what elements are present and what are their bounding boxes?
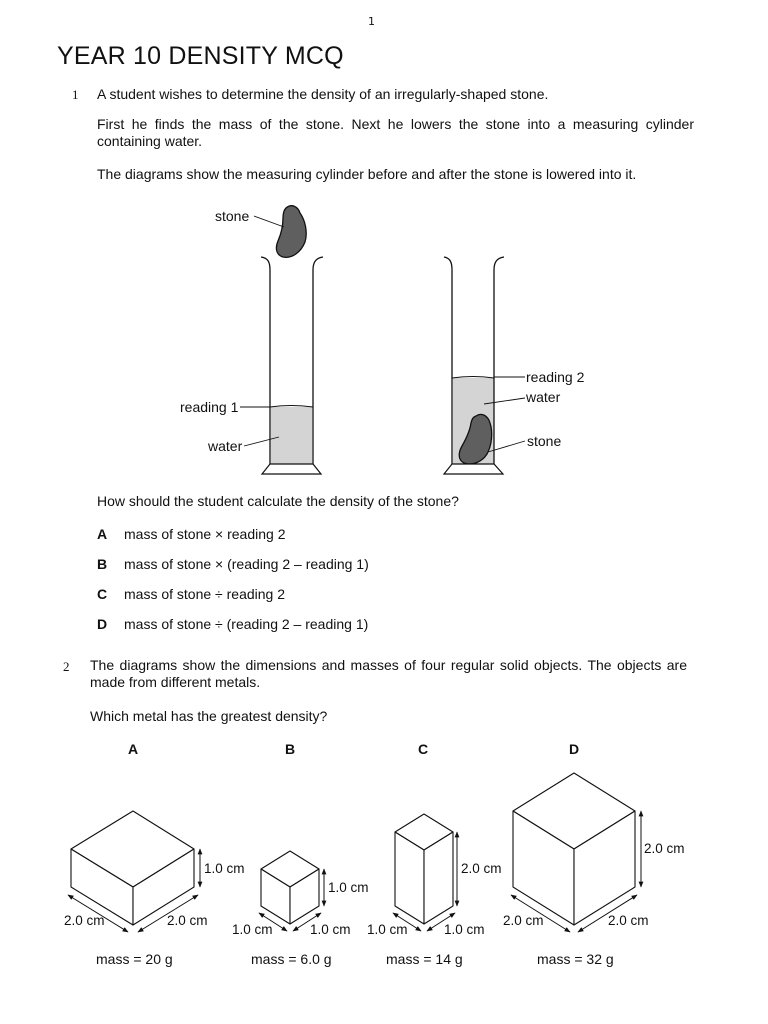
option-d-text: mass of stone ÷ (reading 2 – reading 1) <box>124 616 369 632</box>
object-c-depth: 1.0 cm <box>444 922 485 937</box>
object-a-width: 2.0 cm <box>64 913 105 928</box>
object-a-letter: A <box>128 741 139 757</box>
stone-label: stone <box>215 208 250 224</box>
object-a-height: 1.0 cm <box>204 861 245 876</box>
object-b-letter: B <box>285 741 296 757</box>
object-a-depth: 2.0 cm <box>167 913 208 928</box>
object-c-letter: C <box>418 741 429 757</box>
reading-1-label: reading 1 <box>180 399 239 415</box>
water-label-right: water <box>526 389 561 405</box>
object-b-height: 1.0 cm <box>328 880 369 895</box>
question-1-intro: A student wishes to determine the density of an irregularly-shaped stone. <box>97 86 549 102</box>
page-title: YEAR 10 DENSITY MCQ <box>57 42 344 70</box>
question-1-prompt: How should the student calculate the density of the stone? <box>97 493 459 509</box>
object-d-height: 2.0 cm <box>644 841 685 856</box>
question-2-paragraph: The diagrams show the dimensions and masses of four regular solid objects. The objects are made from different metals. <box>90 657 687 690</box>
object-c-width: 1.0 cm <box>367 922 408 937</box>
object-c-block <box>395 814 453 924</box>
option-b-text: mass of stone × (reading 2 – reading 1) <box>124 556 369 572</box>
object-d-letter: D <box>569 741 580 757</box>
object-d-mass: mass = 32 g <box>537 951 614 967</box>
question-2-prompt: Which metal has the greatest density? <box>90 708 328 724</box>
question-2-number: 2 <box>63 659 70 674</box>
question-1-paragraph-2: First he finds the mass of the stone. Next he lowers the stone into a measuring cylinder containing water. <box>97 116 694 149</box>
option-c-text: mass of stone ÷ reading 2 <box>124 586 285 602</box>
object-d-width: 2.0 cm <box>503 913 544 928</box>
object-b-width: 1.0 cm <box>232 922 273 937</box>
stone-label-right: stone <box>527 433 562 449</box>
question-1-number: 1 <box>72 87 79 102</box>
question-1-paragraph-3: The diagrams show the measuring cylinder before and after the stone is lowered into it. <box>97 166 637 182</box>
object-d-block <box>513 773 635 925</box>
option-a-text: mass of stone × reading 2 <box>124 526 286 542</box>
water-label-left: water <box>208 438 243 454</box>
option-b-letter: B <box>97 556 108 572</box>
object-b-depth: 1.0 cm <box>310 922 351 937</box>
object-b-mass: mass = 6.0 g <box>251 951 332 967</box>
option-a-letter: A <box>97 526 108 542</box>
page-number: 1 <box>368 15 375 28</box>
reading-2-label: reading 2 <box>526 369 585 385</box>
option-d-letter: D <box>97 616 108 632</box>
object-b-block <box>261 851 319 924</box>
object-c-height: 2.0 cm <box>461 861 502 876</box>
object-a-mass: mass = 20 g <box>96 951 173 967</box>
object-c-mass: mass = 14 g <box>386 951 463 967</box>
option-c-letter: C <box>97 586 108 602</box>
object-d-depth: 2.0 cm <box>608 913 649 928</box>
